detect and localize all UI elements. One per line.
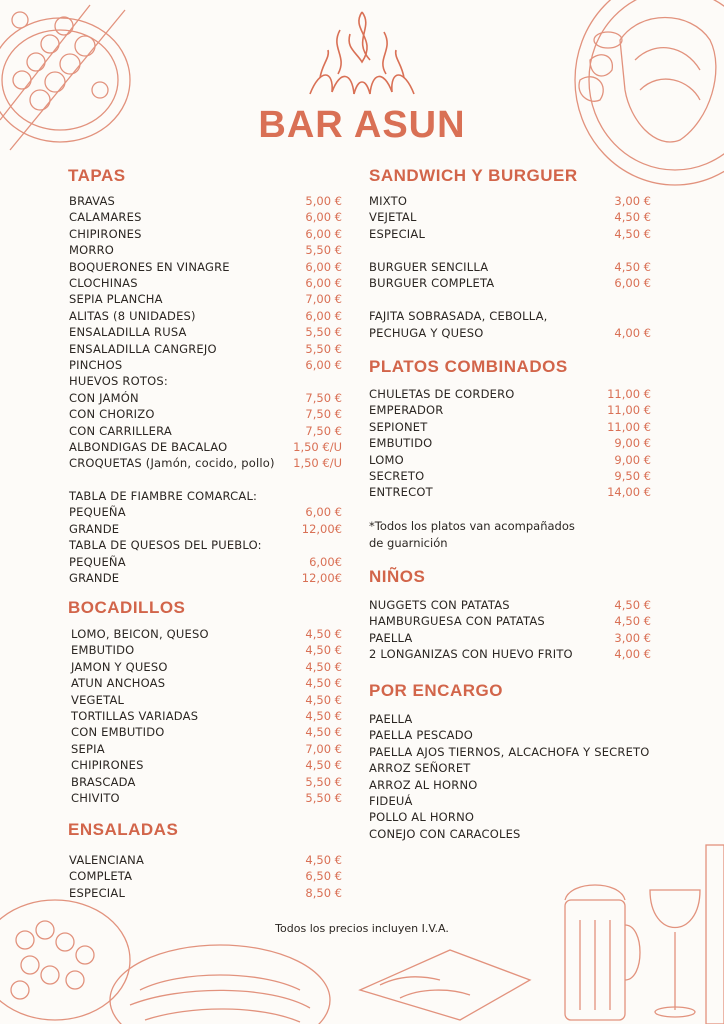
menu-item-name: MIXTO — [369, 194, 408, 208]
menu-item-name: PEQUEÑA — [69, 554, 126, 569]
menu-item-price: 6,00 € — [305, 226, 342, 241]
menu-item-name: PAELLA AJOS TIERNOS, ALCACHOFA Y SECRETO — [369, 744, 650, 759]
menu-item-price: 5,50 € — [305, 243, 342, 258]
menu-item-price: 4,50 € — [614, 226, 651, 241]
menu-item-name: PAELLA — [369, 712, 413, 726]
menu-item-price: 6,00€ — [309, 554, 342, 569]
menu-item-price: 4,50 € — [305, 627, 342, 641]
menu-item-price: 1,50 €/U — [293, 456, 342, 471]
menu-item-name: ATUN ANCHOAS — [71, 676, 166, 691]
menu-item-price: 6,00 € — [305, 308, 342, 323]
menu-item-price: 4,50 € — [305, 676, 342, 691]
menu-item-name: HAMBURGUESA CON PATATAS — [369, 614, 545, 629]
menu-item-name: TABLA DE QUESOS DEL PUEBLO: — [69, 538, 262, 553]
menu-item-name: VEJETAL — [369, 210, 417, 225]
menu-item-price: 7,50 € — [305, 390, 342, 405]
section-title-ensaladas: ENSALADAS — [68, 820, 179, 839]
menu-item-name: ARROZ SEÑORET — [369, 761, 471, 776]
menu-item-price: 5,00 € — [305, 194, 342, 208]
fajita-line1: FAJITA SOBRASADA, CEBOLLA, — [369, 309, 548, 323]
menu-item-price: 7,50 € — [305, 407, 342, 422]
menu-item-price: 6,00 € — [305, 210, 342, 225]
menu-item-name: CHIPIRONES — [69, 226, 142, 241]
menu-item-price: 12,00€ — [301, 571, 342, 585]
menu-item-name: CON CARRILLERA — [69, 423, 172, 438]
menu-item-name: GRANDE — [69, 521, 120, 536]
menu-item-name: BOQUERONES EN VINAGRE — [69, 259, 230, 274]
menu-item-name: SEPIA — [71, 741, 105, 756]
section-title-ninos: NIÑOS — [369, 567, 426, 586]
platos-note-line2: de guarnición — [369, 536, 448, 550]
menu-item-price: 4,50 € — [305, 725, 342, 740]
menu-item-name: BURGUER SENCILLA — [369, 260, 489, 274]
menu-item-price: 4,50 € — [305, 659, 342, 674]
menu-item-name: POLLO AL HORNO — [369, 810, 475, 825]
menu-item-price: 4,50 € — [614, 210, 651, 225]
seafood-illustration-icon — [0, 880, 560, 1024]
menu-item-name: VEGETAL — [71, 692, 125, 707]
menu-item-name: PAELLA PESCADO — [369, 728, 474, 743]
menu-item-name: CROQUETAS (Jamón, cocido, pollo) — [69, 456, 275, 471]
menu-item-name: CHIVITO — [71, 791, 120, 805]
menu-item-price: 4,50 € — [305, 709, 342, 723]
menu-item-name: HUEVOS ROTOS: — [69, 374, 168, 389]
menu-item-price: 4,50 € — [614, 614, 651, 629]
menu-item-name: MORRO — [69, 243, 115, 258]
menu-item-price: 6,50 € — [305, 869, 342, 884]
menu-item-price: 6,00 € — [305, 358, 342, 372]
menu-item-name: ARROZ AL HORNO — [369, 777, 478, 792]
menu-item-name: EMBUTIDO — [369, 436, 433, 451]
menu-item-price: 5,50 € — [305, 791, 342, 805]
menu-item-name: TABLA DE FIAMBRE COMARCAL: — [69, 489, 258, 503]
menu-item-name: CHULETAS DE CORDERO — [369, 387, 515, 401]
menu-item-price: 6,00 € — [614, 276, 651, 291]
section-title-tapas: TAPAS — [68, 166, 126, 185]
menu-item-name: LOMO — [369, 452, 404, 467]
menu-item-name: LOMO, BEICON, QUESO — [71, 627, 209, 641]
menu-item-name: PEQUEÑA — [69, 505, 126, 520]
menu-item-name: CHIPIRONES — [71, 758, 144, 773]
menu-item-price: 6,00 € — [305, 259, 342, 274]
steak-illustration-icon — [560, 0, 724, 200]
platos-note-line1: *Todos los platos van acompañados — [369, 519, 575, 533]
menu-item-price: 6,00 € — [305, 505, 342, 520]
menu-item-price: 11,00 € — [607, 403, 651, 418]
menu-item-name: COMPLETA — [69, 869, 133, 884]
menu-item-name: CON CHORIZO — [69, 407, 155, 422]
menu-item-name: GRANDE — [69, 571, 120, 585]
section-title-bocadillos: BOCADILLOS — [68, 598, 186, 617]
menu-item-price: 11,00 € — [607, 387, 651, 401]
menu-item-name: JAMON Y QUESO — [71, 659, 168, 674]
menu-item-price: 4,00 € — [614, 647, 651, 662]
menu-item-name: ESPECIAL — [69, 885, 126, 900]
menu-item-name: ENTRECOT — [369, 485, 433, 500]
menu-item-name: TORTILLAS VARIADAS — [71, 709, 199, 723]
menu-item-name: CONEJO CON CARACOLES — [369, 826, 521, 841]
menu-item-price: 9,50 € — [614, 469, 651, 483]
menu-item-name: SECRETO — [369, 469, 425, 483]
menu-item-name: SEPIONET — [369, 419, 428, 434]
fajita-price: 4,00 € — [614, 326, 651, 340]
menu-item-name: EMPERADOR — [369, 403, 444, 418]
menu-item-price: 4,50 € — [614, 598, 651, 612]
menu-item-price: 4,50 € — [305, 643, 342, 658]
menu-item-price: 5,50 € — [305, 325, 342, 340]
fajita-line2: PECHUGA Y QUESO — [369, 326, 484, 340]
menu-item-name: CON JAMÓN — [69, 390, 139, 405]
menu-item-price: 7,50 € — [305, 423, 342, 438]
menu-item-name: VALENCIANA — [69, 853, 145, 867]
menu-item-name: SEPIA PLANCHA — [69, 292, 163, 307]
menu-item-price: 11,00 € — [607, 419, 651, 434]
menu-item-price: 4,50 € — [305, 853, 342, 867]
page-title: BAR ASUN — [258, 104, 466, 146]
menu-item-price: 9,00 € — [614, 452, 651, 467]
section-title-platos: PLATOS COMBINADOS — [369, 357, 568, 376]
menu-item-name: CON EMBUTIDO — [71, 725, 165, 740]
menu-item-price: 1,50 €/U — [293, 440, 342, 454]
menu-item-price: 7,00 € — [305, 292, 342, 307]
menu-item-name: ENSALADILLA CANGREJO — [69, 341, 217, 356]
menu-item-name: ALBONDIGAS DE BACALAO — [69, 440, 228, 454]
footer-note: Todos los precios incluyen I.V.A. — [275, 922, 449, 935]
menu-item-price: 12,00€ — [301, 521, 342, 536]
menu-item-name: CALAMARES — [69, 210, 142, 225]
section-title-sandwich: SANDWICH Y BURGUER — [369, 166, 578, 185]
menu-item-name: EMBUTIDO — [71, 643, 135, 658]
flame-logo-icon — [300, 8, 424, 100]
menu-item-name: NUGGETS CON PATATAS — [369, 598, 510, 612]
menu-item-name: PAELLA — [369, 630, 413, 645]
menu-item-name: FIDEUÁ — [369, 794, 413, 808]
section-title-encargo: POR ENCARGO — [369, 681, 503, 700]
menu-item-price: 4,50 € — [305, 692, 342, 707]
menu-item-price: 5,50 € — [305, 774, 342, 789]
menu-item-name: CLOCHINAS — [69, 276, 138, 290]
menu-item-name: PINCHOS — [69, 358, 123, 372]
menu-item-price: 3,00 € — [614, 630, 651, 645]
menu-item-price: 8,50 € — [305, 885, 342, 900]
menu-item-price: 3,00 € — [614, 194, 651, 208]
menu-item-name: 2 LONGANIZAS CON HUEVO FRITO — [369, 647, 573, 662]
menu-item-name: ESPECIAL — [369, 226, 426, 241]
menu-item-price: 4,50 € — [614, 260, 651, 274]
menu-item-name: ALITAS (8 UNIDADES) — [69, 308, 196, 323]
menu-item-price: 4,50 € — [305, 758, 342, 773]
menu-item-name: BRASCADA — [71, 774, 136, 789]
menu-item-name: ENSALADILLA RUSA — [69, 325, 187, 340]
menu-item-name: BURGUER COMPLETA — [369, 276, 495, 291]
menu-item-price: 9,00 € — [614, 436, 651, 451]
menu-item-price: 5,50 € — [305, 341, 342, 356]
menu-item-price: 6,00 € — [305, 276, 342, 290]
menu-item-price: 14,00 € — [607, 485, 651, 500]
menu-item-name: BRAVAS — [69, 194, 116, 208]
menu-item-price: 7,00 € — [305, 741, 342, 756]
